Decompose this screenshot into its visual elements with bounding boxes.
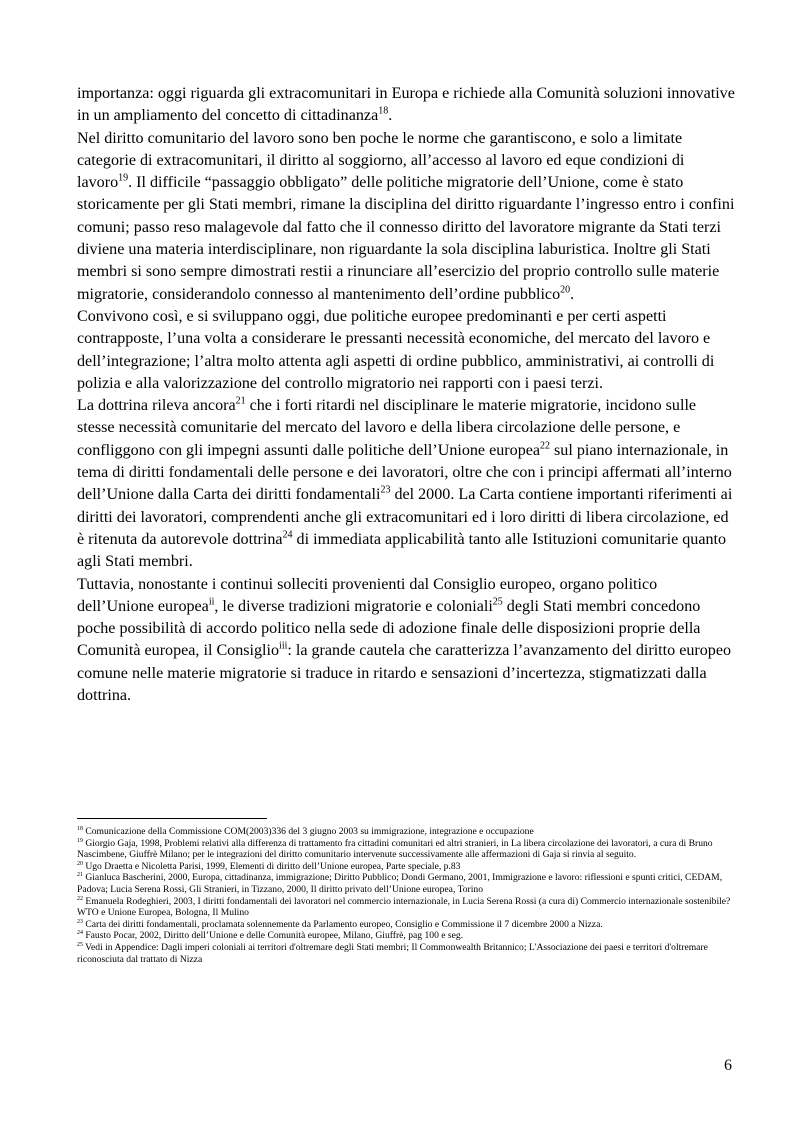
footnote-separator [77,818,267,819]
text-run: che i forti ritardi nel disciplinare le materie migratorie, incidono sulle stesse necessità comunitarie del mercato del lavoro e della libera circolazione delle persone, e confliggono con gli impegni assunti dalle politiche dell’Unione europea [77,397,697,459]
footnote-number: 25 [77,941,83,948]
text-run: Nel diritto comunitario del lavoro sono ben poche le norme che garantiscono, e solo a limitate categorie di extracomunitari, il diritto al soggiorno, all’accesso al lavoro ed eque condizioni di lavoro [77,129,685,192]
footnote-reference: 19 [118,172,129,184]
page-number: 6 [724,1057,732,1074]
text-run: . [570,285,575,303]
footnote-text: Carta dei diritti fondamentali, proclamata solennemente da Parlamento europeo, Consiglio e Commissione il 7 dicembre 2000 a Nizza. [82,918,603,930]
paragraph [77,83,737,128]
footnote-number: 20 [77,860,83,867]
text-run: . [388,107,393,125]
footnote-reference: 18 [378,105,389,117]
footnote-reference: 24 [282,529,293,541]
text-run: La dottrina rileva ancora [77,397,236,415]
footnote-number: 22 [77,895,83,902]
text-run: , le diverse tradizioni migratorie e coloniali [214,597,493,615]
footnote-number: 21 [77,872,83,879]
paragraph [77,128,737,306]
paragraph [77,574,737,708]
footnote [77,930,737,942]
paragraph [77,395,737,573]
footnote-number: 23 [77,918,83,925]
footnote [77,896,737,919]
footnote-text: Gianluca Bascherini, 2000, Europa, cittadinanza, immigrazione; Diritto Pubblico; Dondi Germano, 2001, Immigrazione e lavoro: riflessioni e spunti critici, CEDAM, Padova; Lucia Serena Rossi, Gli Stranieri, in Tizzano, 2000, Il diritto privato dell’Unione europea, Torino [77,872,723,895]
footnote [77,872,737,895]
text-run: degli Stati membri concedono poche possibilità di accordo politico nella sede di adozione finale delle disposizioni proprie della Comunità europea, il Consiglio [77,597,701,660]
footnote-text: Ugo Draetta e Nicoletta Parisi, 1999, Elementi di diritto dell’Unione europea, Parte speciale, p.83 [82,860,461,872]
footnote [77,861,737,873]
footnote-text: Comunicazione della Commissione COM(2003)336 del 3 giugno 2003 su immigrazione, integrazione e occupazione [82,826,534,837]
footnote-reference: 23 [380,484,391,496]
footnote-text: Emanuela Rodeghieri, 2003, I diritti fondamentali dei lavoratori nel commercio internazionale, in Lucia Serena Rossi (a cura di) Commercio internazionale sostenibile? WTO e Unione Europea, Bologna, Il Mulino [77,895,731,919]
footnote-number: 24 [77,930,83,937]
text-run: importanza: oggi riguarda gli extracomunitari in Europa e richiede alla Comunità soluzioni innovative in un ampliamento del concetto di cittadinanza [77,85,735,125]
footnote-reference: 20 [560,284,571,296]
body-text [77,83,737,707]
text-run: Convivono così, e si sviluppano oggi, due politiche europee predominanti e per certi aspetti contrapposte, l’una volta a considerare le pressanti necessità economiche, del mercato del lavoro e dell’integrazione; l’altra molto attenta agli aspetti di ordine pubblico, amministrativi, ai controlli di polizia e alla valorizzazione del controllo migratorio nei rapporti con i paesi terzi. [77,307,715,392]
text-run: di immediata applicabilità tanto alle Istituzioni comunitarie quanto agli Stati membri. [77,530,727,571]
text-run: Tuttavia, nonostante i continui solleciti provenienti dal Consiglio europeo, organo politico dell’Unione europea [77,575,658,615]
footnote-number: 19 [77,837,83,844]
footnote-text: Fausto Pocar, 2002, Diritto dell’Unione e delle Comunità europee, Milano, Giuffrè, pag 100 e seg. [82,930,464,942]
text-run: del 2000. La Carta contiene importanti riferimenti ai diritti dei lavoratori, comprendenti anche gli extracomunitari ed i loro diritti di libera circolazione, ed è ritenuta da autorevole dottrina [77,486,733,548]
footnote-reference: iii [279,641,288,653]
paragraph [77,306,737,395]
footnote-text: Giorgio Gaja, 1998, Problemi relativi alla differenza di trattamento fra cittadini comunitari ed altri stranieri, in La libera circolazione dei lavoratori, a cura di Bruno Nascimbene, Giuffrè Milano; per le integrazioni del diritto comunitario intervenute successivamente alle affermazioni di Gaja si rinvia al seguito. [77,837,713,861]
text-run: : la grande cautela che caratterizza l’avanzamento del diritto europeo comune nelle materie migratorie si traduce in ritardo e sensazioni d’incertezza, stigmatizzati dalla dottrina. [77,642,732,705]
footnote-reference: 22 [540,440,550,452]
footnote [77,919,737,931]
text-run: sul piano internazionale, in tema di diritti fondamentali delle persone e dei lavoratori, oltre che con i principi affermati all’interno dell’Unione dalla Carta dei diritti fondamentali [77,441,732,504]
footnote-text: Vedi in Appendice: Dagli imperi coloniali ai territori d'oltremare degli Stati membri; Il Commonwealth Britannico; L'Associazione dei paesi e territori d'oltremare riconosciuta dal trattato di Nizza [77,941,708,965]
footnote-reference: 25 [492,596,503,608]
text-run: . Il difficile “passaggio obbligato” delle politiche migratorie dell’Unione, come è stato storicamente per gli Stati membri, rimane la disciplina del diritto riguardante l’ingresso entro i confini comuni; passo reso malagevole dal fatto che il connesso diritto del lavoratore migrante da Stati terzi diviene una materia interdisciplinare, non riguardante la sola disciplina laburistica. Inoltre gli Stati membri si sono sempre dimostrati restii a rinunciare all’esercizio del proprio controllo sulle materie migratorie, considerandolo connesso al mantenimento dell’ordine pubblico [77,174,735,303]
footnote [77,942,737,965]
footnote-number: 18 [77,825,83,832]
footnote [77,838,737,861]
footnote-reference: ii [208,596,215,608]
footnote [77,826,737,838]
footnotes [77,826,737,965]
footnote-reference: 21 [235,395,246,407]
